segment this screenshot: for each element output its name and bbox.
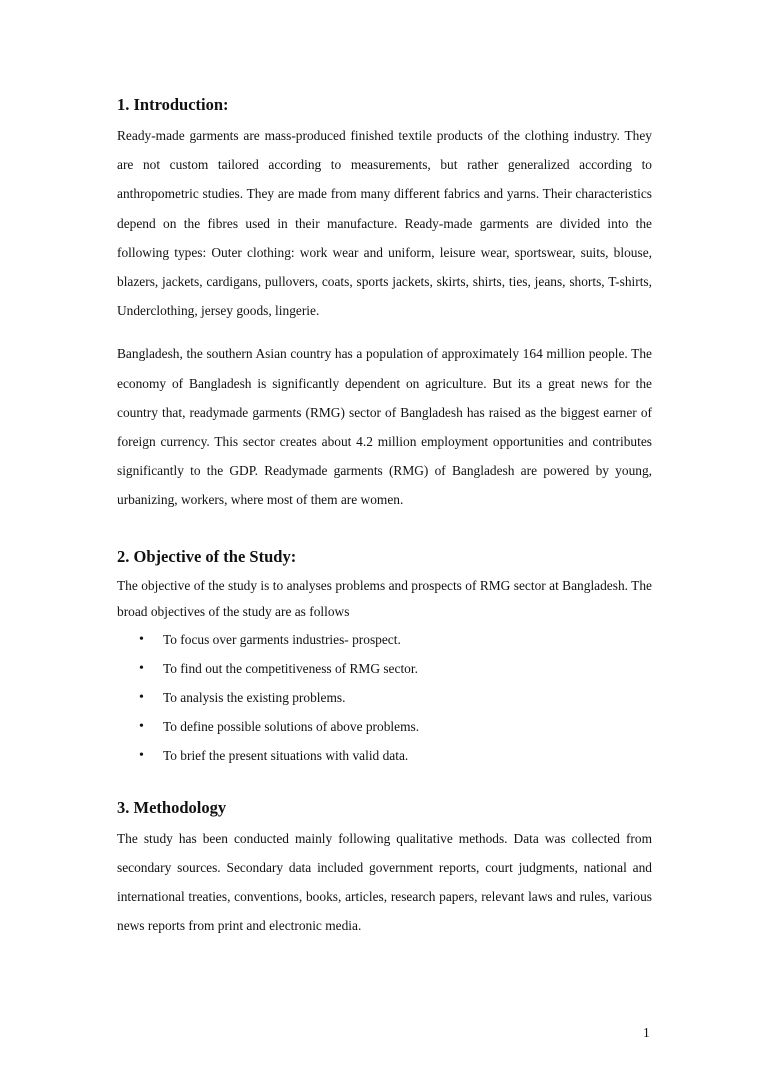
- methodology-heading: 3. Methodology: [117, 797, 227, 817]
- bullet-icon: •: [139, 748, 144, 764]
- introduction-section: [117, 92, 652, 515]
- page-content: [117, 92, 652, 940]
- methodology-paragraph: The study has been conducted mainly following qualitative methods. Data was collected from secondary sources. Secondary data included government reports, court judgments, national and international treaties, conventions, books, articles, research papers, relevant laws and rules, various news reports from print and electronic media.: [117, 830, 652, 934]
- list-item-text: To focus over garments industries- prospect.: [163, 631, 401, 647]
- list-item: [139, 683, 652, 712]
- methodology-section: [117, 795, 652, 941]
- introduction-paragraph-1: Ready-made garments are mass-produced finished textile products of the clothing industry. They are not custom tailored according to measurements, but rather generalized according to anthropometric studies. They are made from many different fabrics and yarns. Their characteristics depend on the fibres used in their manufacture. Ready-made garments are divided into the following types: Outer clothing: work wear and uniform, leisure wear, sportswear, suits, blouse, blazers, jackets, cardigans, pullovers, coats, sports jackets, skirts, shirts, ties, jeans, shorts, T-shirts, Underclothing, jersey goods, lingerie.: [117, 128, 652, 319]
- introduction-heading: 1. Introduction:: [117, 95, 229, 114]
- list-item: [139, 654, 652, 683]
- bullet-icon: •: [139, 631, 144, 647]
- list-item-text: To find out the competitiveness of RMG sector.: [163, 660, 418, 676]
- bullet-icon: •: [139, 660, 144, 676]
- list-item: [139, 741, 652, 770]
- list-item: [139, 712, 652, 741]
- list-item-text: To brief the present situations with valid data.: [163, 748, 409, 764]
- objective-paragraph: The objective of the study is to analyses problems and prospects of RMG sector at Bangladesh. The broad objectives of the study are as follows: [117, 577, 652, 619]
- list-item: [139, 625, 652, 654]
- page-number: 1: [643, 1025, 650, 1040]
- bullet-icon: •: [139, 690, 144, 706]
- objective-heading: 2. Objective of the Study:: [117, 546, 297, 566]
- objective-section: [117, 544, 652, 771]
- bullet-icon: •: [139, 719, 144, 735]
- objective-list: [117, 625, 652, 771]
- introduction-paragraph-2: Bangladesh, the southern Asian country has a population of approximately 164 million people. The economy of Bangladesh is significantly dependent on agriculture. But its a great news for the country that, readymade garments (RMG) sector of Bangladesh has raised as the biggest earner of foreign currency. This sector creates about 4.2 million employment opportunities and contributes significantly to the GDP. Readymade garments (RMG) of Bangladesh are powered by young, urbanizing, workers, where most of them are women.: [117, 346, 652, 508]
- list-item-text: To analysis the existing problems.: [163, 690, 346, 706]
- list-item-text: To define possible solutions of above problems.: [163, 719, 420, 735]
